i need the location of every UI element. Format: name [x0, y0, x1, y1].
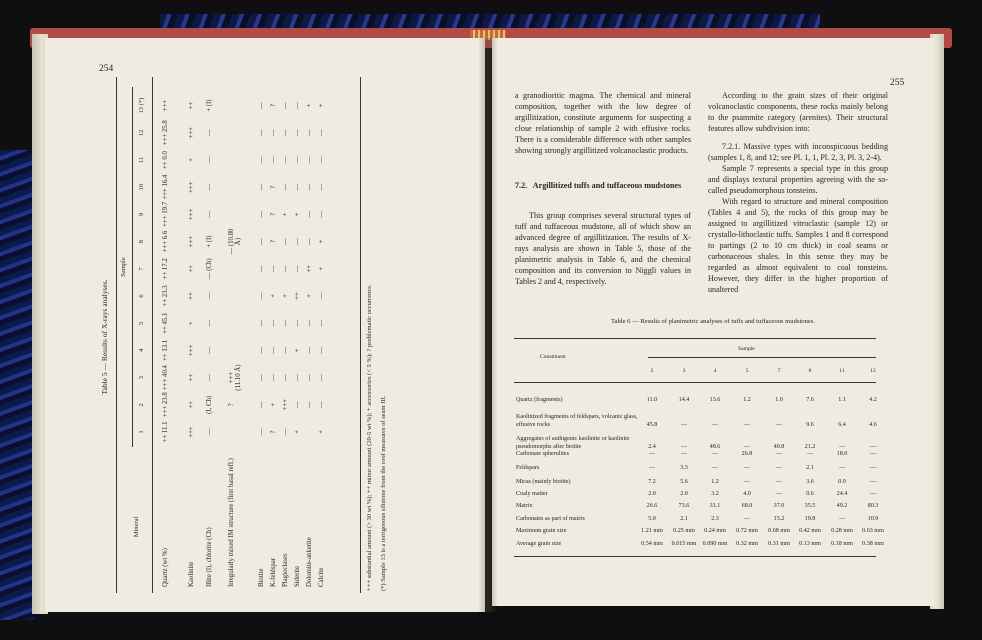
table-cell: —	[258, 401, 265, 409]
table-cell: 40.8	[773, 444, 785, 450]
table-cell: —	[743, 422, 751, 428]
table-cell: +	[306, 294, 313, 298]
table-cell: —	[258, 265, 265, 273]
table-cell: ++	[294, 292, 301, 300]
table-cell: —	[869, 479, 877, 485]
table-cell: —	[206, 292, 213, 300]
page-number-right: 255	[890, 78, 905, 88]
table-cell: + (I)	[206, 235, 213, 248]
table-cell: 1.0	[775, 397, 783, 403]
table-cell: —	[318, 183, 325, 191]
table-cell: —	[318, 292, 325, 300]
table-cell: —	[258, 211, 265, 218]
table-cell: 0.68 mm	[768, 528, 790, 534]
table-cell: ++ 23.3	[162, 285, 169, 307]
table-cell: —	[206, 374, 213, 382]
sample-number: 3	[138, 375, 145, 380]
table-cell: 0.28 mm	[831, 528, 853, 534]
sample-number: 4	[138, 348, 145, 353]
table-cell: 10.9	[867, 516, 879, 522]
table-cell: —	[680, 422, 688, 428]
table-cell: 15.2	[773, 516, 785, 522]
table-cell: —	[294, 129, 301, 137]
table-cell: —	[282, 238, 289, 246]
table-cell: 0.6	[806, 491, 814, 497]
table-cell: —	[258, 156, 265, 164]
row-label: Coaly matter	[516, 491, 548, 497]
table-cell: 0.42 mm	[799, 528, 821, 534]
table-cell: —	[282, 428, 289, 436]
table-5	[88, 67, 418, 607]
table-cell: ++ 17.2	[162, 258, 169, 280]
table-cell: 49.2	[836, 503, 848, 509]
sample-number: 12	[870, 368, 876, 374]
table-cell: —	[258, 238, 265, 246]
table-cell: 26.6	[646, 503, 658, 509]
table-cell: ?	[270, 212, 277, 216]
sample-header: Sample	[120, 257, 127, 277]
table-cell: —	[258, 319, 265, 327]
table-cell: 2.0	[648, 491, 656, 497]
page-number-left: 254	[99, 64, 114, 74]
column-left-lower	[515, 210, 691, 287]
mineral-header: Mineral	[133, 516, 140, 538]
table-cell: —	[206, 428, 213, 436]
right-page	[492, 38, 934, 606]
table-cell: 0.54 mm	[641, 541, 663, 547]
table-cell: —	[206, 347, 213, 354]
table-rule	[648, 357, 876, 358]
table-cell: —	[206, 129, 213, 137]
table-cell: —	[743, 516, 751, 522]
table-cell: 13.6	[709, 397, 721, 403]
table-cell: +	[306, 103, 313, 108]
table-cell: ++ 45.1	[162, 312, 169, 334]
table-cell: ?	[270, 430, 277, 434]
table-cell: 0.72 mm	[736, 528, 758, 534]
table-cell: 0.13 mm	[799, 541, 821, 547]
table-6-title: Table 6 — Results of planimetric analyses of tuffs and tuffaceous mudstones.	[610, 318, 816, 325]
sample-number: 2	[650, 368, 654, 374]
sample-number: 4	[713, 368, 717, 374]
table-cell: 3.6	[806, 479, 814, 485]
row-label: Kaolinite	[188, 561, 195, 587]
table-cell: —	[270, 129, 277, 137]
table-cell: —	[282, 129, 289, 137]
table-cell: —	[648, 465, 656, 471]
table-cell: (I, Ch)	[206, 395, 213, 414]
table-cell: —	[806, 451, 814, 457]
row-label: Irregularly mixed IM structure (first basal refl.)	[228, 458, 235, 587]
table-cell: —	[318, 211, 325, 218]
table-cell: 3.3	[680, 465, 688, 471]
table-cell: 3.2	[711, 491, 719, 497]
table-cell: —	[775, 465, 783, 471]
row-label: Kaolinized fragments of feldspars, volcanic glass, effusive rocks	[516, 414, 638, 428]
table-cell: —	[258, 129, 265, 137]
table-cell: —	[838, 465, 846, 471]
footnote-2: (*) Sample 13 is a terrigenous siltstone from the roof measures of seam III.	[380, 395, 387, 591]
table-cell: —	[318, 401, 325, 409]
column-left	[515, 90, 691, 156]
table-cell: 2.0	[680, 491, 688, 497]
table-cell: —	[318, 319, 325, 327]
table-cell: —	[318, 347, 325, 354]
book-gutter	[478, 38, 498, 612]
table-cell: —	[206, 183, 213, 191]
table-cell: 0.31 mm	[768, 541, 790, 547]
table-cell: —	[258, 102, 265, 110]
paragraph: This group comprises several structural types of tuff and tuffaceous mudstone, all of which show an advanced degree of argillitization. The results of X-rays analysis are shown in Table 5, those of the planimetric analysis in Table 6, and the chemical composition and its conversion to Niggli values in Tables 2 and 4, respectively.	[515, 211, 691, 286]
table-cell: —	[306, 183, 313, 191]
table-cell: 18.0	[836, 451, 848, 457]
table-cell: +++	[162, 99, 169, 112]
table-cell: +++	[188, 235, 195, 248]
table-cell: —	[206, 211, 213, 218]
table-cell: ++	[188, 264, 195, 273]
table-cell: + (I)	[206, 99, 213, 112]
table-cell: 0.32 mm	[736, 541, 758, 547]
table-cell: +++	[188, 208, 195, 221]
sample-number: 1	[138, 430, 145, 434]
table-cell: —	[838, 516, 846, 522]
table-cell: ++	[188, 400, 195, 409]
table-cell: —	[306, 129, 313, 137]
table-cell: —	[869, 444, 877, 450]
table-cell: —	[294, 265, 301, 273]
table-cell: 1.2	[743, 397, 751, 403]
row-label: Calcite	[318, 567, 325, 587]
table-cell: —	[743, 465, 751, 471]
table-cell: +++ 25.8	[162, 120, 169, 146]
row-label: Illite (I), chlorite (Ch)	[206, 527, 213, 587]
table-cell: 45.8	[646, 422, 658, 428]
row-label: Quartz (fragments)	[516, 397, 563, 403]
sample-number: 2	[138, 403, 145, 407]
table-cell: —	[282, 347, 289, 354]
table-cell: —	[294, 401, 301, 409]
sample-number: 5	[745, 368, 749, 374]
sample-header: Sample	[738, 346, 755, 352]
table-cell: —	[258, 374, 265, 382]
table-cell: 11.0	[646, 397, 658, 403]
sample-number: 13 (*)	[138, 97, 145, 114]
table-rule	[132, 87, 133, 447]
sample-number: 11	[138, 156, 145, 164]
table-5-title: Table 5 — Results of X-rays analyses.	[100, 279, 109, 395]
row-label: Carbonate spherulites	[516, 451, 569, 457]
table-cell: —	[294, 102, 301, 110]
table-cell: ++	[188, 373, 195, 382]
table-cell: ++	[188, 292, 195, 300]
sample-number: 5	[138, 321, 145, 325]
table-cell: —	[743, 479, 751, 485]
table-cell: +++ 19.7	[162, 201, 169, 227]
table-cell: —	[258, 183, 265, 191]
table-cell: +	[270, 294, 277, 298]
section-heading	[515, 180, 691, 191]
table-cell: —	[306, 238, 313, 246]
table-cell: —	[270, 374, 277, 382]
table-cell: 0.090 mm	[702, 541, 728, 547]
table-cell: —	[318, 156, 325, 164]
sample-number: 11	[839, 368, 845, 374]
table-rule	[360, 77, 361, 593]
table-cell: ?	[228, 403, 235, 407]
table-cell: +++ 23.8	[162, 392, 169, 418]
table-cell: +	[294, 348, 301, 353]
table-cell: +++	[188, 127, 195, 139]
table-cell: ?	[270, 185, 277, 189]
table-cell: 37.0	[773, 503, 785, 509]
table-cell: 5.0	[648, 516, 656, 522]
row-label: Aggregates of authigenic kaolinite or kaolinite pseudomorphs after biotite	[516, 436, 630, 450]
table-cell: 7.6	[806, 397, 814, 403]
table-cell: 2.1	[806, 465, 814, 471]
table-cell: —	[306, 211, 313, 218]
table-cell: ++	[306, 264, 313, 273]
table-cell: +++	[282, 399, 289, 411]
row-label: Maximum grain size	[516, 528, 567, 534]
table-cell: —	[648, 451, 656, 457]
table-cell: 19.8	[804, 516, 816, 522]
table-cell: 4.6	[869, 422, 877, 428]
sample-number: 12	[138, 129, 145, 137]
sample-number: 6	[138, 294, 145, 298]
table-cell: 48.6	[709, 444, 721, 450]
row-label: Biotite	[258, 568, 265, 587]
table-cell: —	[318, 129, 325, 137]
table-cell: —	[306, 374, 313, 382]
table-cell: —	[270, 265, 277, 273]
table-cell: 0.18 mm	[831, 541, 853, 547]
table-cell: —	[318, 374, 325, 382]
sample-number: 8	[808, 368, 812, 374]
table-cell: +++	[188, 344, 195, 357]
table-cell: 4.0	[743, 491, 751, 497]
paragraph: Sample 7 represents a special type in this group and displays textural properties agreeing with the so-called pseudomorphous tonsteins.	[708, 164, 888, 195]
table-cell: —	[258, 347, 265, 354]
table-cell: 24.4	[836, 491, 848, 497]
table-cell: —	[206, 319, 213, 327]
paragraph: According to the grain sizes of their original volcanoclastic components, these rocks mainly belong to the psammite category (arenites). Their structural features allow subdivision into:	[708, 91, 888, 133]
table-cell: +	[282, 212, 289, 217]
marbled-endpaper-left	[0, 150, 35, 620]
paragraph: a granodioritic magma. The chemical and mineral composition, together with the low degree of argillitization, constitute arguments for suspecting a close relationship of sample 2 with effusive rocks. There is a considerable difference with other samples showing strongly argillitized volcanoclastic products.	[515, 91, 691, 155]
table-cell: 1.2	[711, 479, 719, 485]
table-cell: 0.9	[838, 479, 846, 485]
table-rule	[152, 77, 153, 593]
table-cell: 68.0	[741, 503, 753, 509]
table-cell: +	[270, 402, 277, 407]
table-cell: —	[282, 265, 289, 273]
table-cell: +	[188, 158, 195, 162]
table-cell: —	[869, 491, 877, 497]
section-number: 7.2.	[515, 181, 528, 190]
table-cell: —	[258, 428, 265, 436]
table-cell: —	[294, 238, 301, 246]
table-cell: —	[680, 451, 688, 457]
table-cell: +	[282, 294, 289, 298]
table-cell: ?	[270, 104, 277, 108]
table-cell: —	[838, 444, 846, 450]
table-cell: +	[294, 212, 301, 217]
table-cell: +++ 6.6	[162, 230, 169, 253]
table-rule	[116, 77, 117, 593]
table-cell: 80.3	[867, 503, 879, 509]
table-cell: 26.8	[741, 451, 753, 457]
row-label: Quartz (wt %)	[162, 548, 169, 587]
table-cell: —	[680, 444, 688, 450]
sample-number: 7	[138, 267, 145, 271]
table-cell: —	[294, 319, 301, 327]
table-rule	[514, 556, 876, 557]
table-cell: ++	[188, 101, 195, 110]
table-cell: 0.24 mm	[704, 528, 726, 534]
column-right	[708, 90, 888, 295]
table-cell: 2.4	[648, 444, 656, 450]
table-cell: +	[318, 266, 325, 271]
table-cell: 9.6	[806, 422, 814, 428]
footnote-1: +++ substantial amount (> 30 wt %); ++ minor amount (20-5 wt %); + accessories (< 5 %); ? problematic occurrence.	[366, 284, 373, 591]
paragraph: 7.2.1. Massive types with inconspicuous bedding (samples 1, 8, and 12; see Pl. 1, 1, Pl. 2, 3, Pl. 3, 2-4).	[708, 142, 888, 162]
table-cell: 31.1	[709, 503, 721, 509]
table-cell: 14.4	[678, 397, 690, 403]
row-label: K-feldspar	[270, 557, 277, 587]
table-cell: —	[306, 319, 313, 327]
table-cell: —	[869, 451, 877, 457]
table-cell: —	[306, 401, 313, 409]
table-cell: —	[869, 465, 877, 471]
table-cell: 21.2	[804, 444, 816, 450]
table-cell: 7.2	[648, 479, 656, 485]
table-cell: —	[306, 156, 313, 164]
table-cell: 2.3	[711, 516, 719, 522]
constituent-header: Constituent	[540, 354, 566, 360]
row-label: Plagioclases	[282, 553, 289, 587]
row-label: Siderite	[294, 565, 301, 587]
table-cell: —	[775, 491, 783, 497]
table-cell: 0.63 mm	[862, 528, 884, 534]
table-cell: ?	[270, 240, 277, 244]
row-label: Dolomite-ankerite	[306, 537, 313, 587]
table-cell: 73.6	[678, 503, 690, 509]
table-cell: —	[282, 319, 289, 327]
table-cell: 0.38 mm	[862, 541, 884, 547]
table-cell: +++ 16.4	[162, 174, 169, 200]
table-cell: +++	[188, 426, 195, 438]
table-cell: +	[318, 239, 325, 244]
table-cell: ++ 13.1	[162, 339, 169, 362]
table-cell: —	[711, 451, 719, 457]
table-rule	[514, 338, 876, 339]
table-cell: —	[270, 156, 277, 164]
table-cell: 1.21 mm	[641, 528, 663, 534]
table-cell: —	[282, 183, 289, 191]
table-cell: —	[282, 156, 289, 164]
table-cell: —	[306, 347, 313, 354]
sample-number: 9	[138, 212, 145, 217]
table-cell: — (10.80 Å)	[228, 228, 242, 255]
table-cell: +	[294, 430, 301, 434]
table-cell: +++ (11.10 Å)	[228, 364, 242, 391]
table-cell: 1.1	[838, 397, 846, 403]
section-title: Argillitized tuffs and tuffaceous mudstones	[532, 181, 682, 190]
table-cell: —	[282, 102, 289, 110]
table-cell: —	[775, 479, 783, 485]
row-label: Micas (mainly biotite)	[516, 479, 571, 485]
table-cell: +	[318, 103, 325, 108]
table-cell: —	[206, 156, 213, 164]
paragraph: With regard to structure and mineral composition (Tables 4 and 5), the rocks of this group may be assigned to argillitized vitroclastic (sample 12) or crystallo-lithoclastic tuffs. Samples 1 and 8 correspond to partings (2 to 10 cm thick) in coal seams or carbonaceous shales. In this sense they may be regarded as almost equivalent to coal tonsteins. However, they differ in the higher proportion of unaltered	[708, 197, 888, 294]
table-cell: —	[775, 451, 783, 457]
table-cell: ++ 0.0	[162, 151, 169, 169]
table-cell: ++ 11.1	[162, 421, 169, 443]
table-cell: +++ 40.4	[162, 365, 169, 391]
table-cell: 4.2	[869, 397, 877, 403]
sample-number: 7	[777, 368, 781, 374]
sample-number: 8	[138, 239, 145, 244]
table-cell: —	[294, 374, 301, 382]
table-cell: +++	[188, 181, 195, 193]
table-cell: 0.015 mm	[671, 541, 697, 547]
table-cell: +	[188, 321, 195, 326]
sample-number: 3	[682, 368, 686, 374]
table-cell: —	[270, 347, 277, 354]
row-label: Average grain size	[516, 541, 562, 547]
table-cell: —	[258, 292, 265, 300]
table-cell: —	[775, 422, 783, 428]
table-cell: 5.6	[680, 479, 688, 485]
table-cell: +	[318, 430, 325, 434]
table-cell: 35.5	[804, 503, 816, 509]
table-cell: —	[294, 156, 301, 164]
table-cell: — (Ch)	[206, 258, 213, 280]
table-cell: —	[282, 374, 289, 382]
row-label: Feldspars	[516, 465, 540, 471]
table-cell: —	[711, 465, 719, 471]
table-cell: —	[294, 183, 301, 191]
row-label: Matrix	[516, 503, 533, 509]
table-cell: 2.1	[680, 516, 688, 522]
sample-number: 10	[138, 183, 145, 191]
table-cell: 6.4	[838, 422, 846, 428]
table-cell: 0.25 mm	[673, 528, 695, 534]
row-label: Carbonates as part of matrix	[516, 516, 586, 522]
table-cell: —	[270, 319, 277, 327]
table-cell: —	[743, 444, 751, 450]
table-cell: —	[711, 422, 719, 428]
table-rule	[514, 382, 876, 383]
